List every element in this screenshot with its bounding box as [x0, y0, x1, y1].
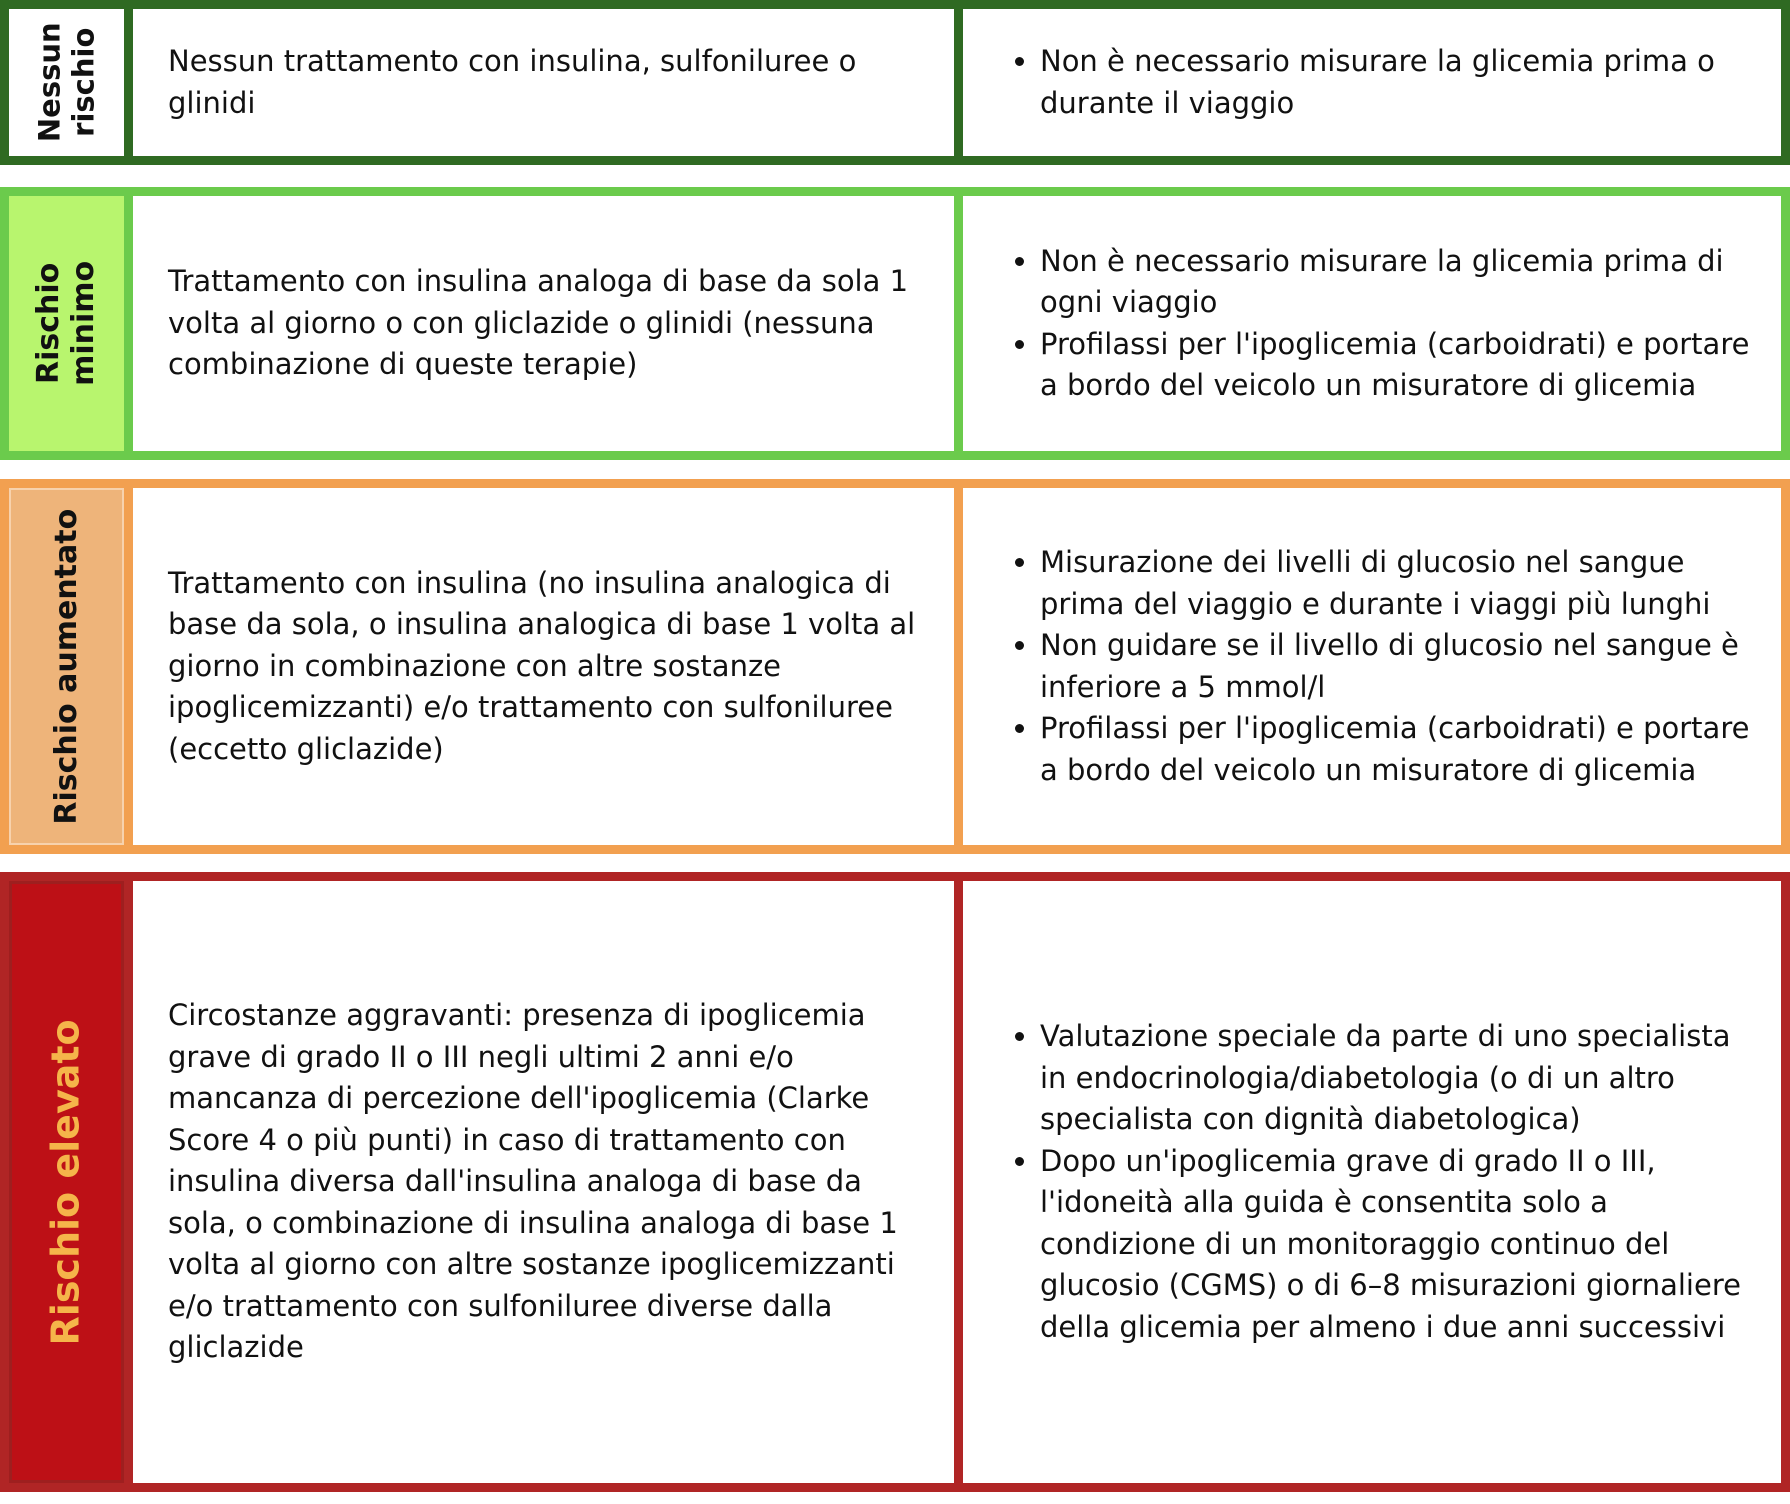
recommendation-item: • Valutazione speciale da parte di uno specialista in endocrinologia/diabetologia (o di un altro specialista con dignità diabetologica) [1040, 1016, 1761, 1141]
column-divider [954, 488, 963, 845]
condition-text: Trattamento con insulina analoga di base da sola 1 volta al giorno o con gliclazide o glinidi (nessuna combinazione di queste terapie) [168, 264, 909, 382]
risk-row-high [0, 872, 1790, 1492]
recommendation-item: • Dopo un'ipoglicemia grave di grado II o III, l'idoneità alla guida è consentita solo a condizione di un monitoraggio continuo del glucosio (CGMS) o di 6–8 misurazioni giornaliere della glicemia per almeno i due anni successivi [1040, 1141, 1761, 1349]
risk-label-line: Nessun [32, 22, 67, 143]
condition-cell [133, 488, 954, 845]
column-divider [124, 196, 133, 451]
risk-row-minimal [0, 187, 1790, 460]
risk-row-increased [0, 479, 1790, 854]
recommendation-item: • Non è necessario misurare la glicemia prima di ogni viaggio [1040, 241, 1761, 324]
recommendation-item: • Profilassi per l'ipoglicemia (carboidrati) e portare a bordo del veicolo un misuratore di glicemia [1040, 708, 1761, 791]
recommendation-item: • Non guidare se il livello di glucosio nel sangue è inferiore a 5 mmol/l [1040, 625, 1761, 708]
recommendation-cell [963, 196, 1781, 451]
risk-label-line: Rischio aumentato [48, 508, 84, 825]
column-divider [954, 196, 963, 451]
condition-text: Nessun trattamento con insulina, sulfoniluree o glinidi [168, 44, 857, 120]
column-divider [954, 881, 963, 1483]
risk-label-line: Rischio [31, 262, 67, 385]
risk-label-increased [9, 488, 124, 845]
recommendation-list [998, 41, 1761, 124]
recommendation-cell [963, 881, 1781, 1483]
condition-cell [133, 9, 954, 156]
column-divider [954, 9, 963, 156]
risk-label-line: Rischio elevato [44, 1018, 89, 1346]
recommendation-cell [963, 488, 1781, 845]
condition-text: Trattamento con insulina (no insulina analogica di base da sola, o insulina analogica di base 1 volta al giorno in combinazione con altre sostanze ipoglicemizzanti) e/o trattamento con sulfoniluree (eccetto gliclazide) [168, 565, 916, 766]
risk-label-line: rischio [66, 27, 101, 138]
column-divider [124, 9, 133, 156]
risk-label-high [9, 881, 124, 1483]
column-divider [124, 881, 133, 1483]
recommendation-list [998, 241, 1761, 407]
risk-row-none [0, 0, 1790, 165]
condition-text: Circostanze aggravanti: presenza di ipoglicemia grave di grado II o III negli ultimi 2 anni e/o mancanza di percezione dell'ipoglicemia (Clarke Score 4 o più punti) in caso di trattamento con insulina diversa dall'insulina analoga di base da sola, o combinazione di insulina analoga di base 1 volta al giorno con altre sostanze ipoglicemizzanti e/o trattamento con sulfoniluree diverse dalla gliclazide [168, 998, 898, 1365]
condition-cell [133, 196, 954, 451]
recommendation-list [998, 1016, 1761, 1348]
risk-label-minimal [9, 196, 124, 451]
risk-label-line: minimo [66, 260, 102, 387]
recommendation-cell [963, 9, 1781, 156]
risk-label-none [9, 9, 124, 156]
condition-cell [133, 881, 954, 1483]
recommendation-item: • Non è necessario misurare la glicemia prima o durante il viaggio [1040, 41, 1761, 124]
recommendation-list [998, 542, 1761, 791]
recommendation-item: • Profilassi per l'ipoglicemia (carboidrati) e portare a bordo del veicolo un misuratore di glicemia [1040, 324, 1761, 407]
recommendation-item: • Misurazione dei livelli di glucosio nel sangue prima del viaggio e durante i viaggi più lunghi [1040, 542, 1761, 625]
column-divider [124, 488, 133, 845]
